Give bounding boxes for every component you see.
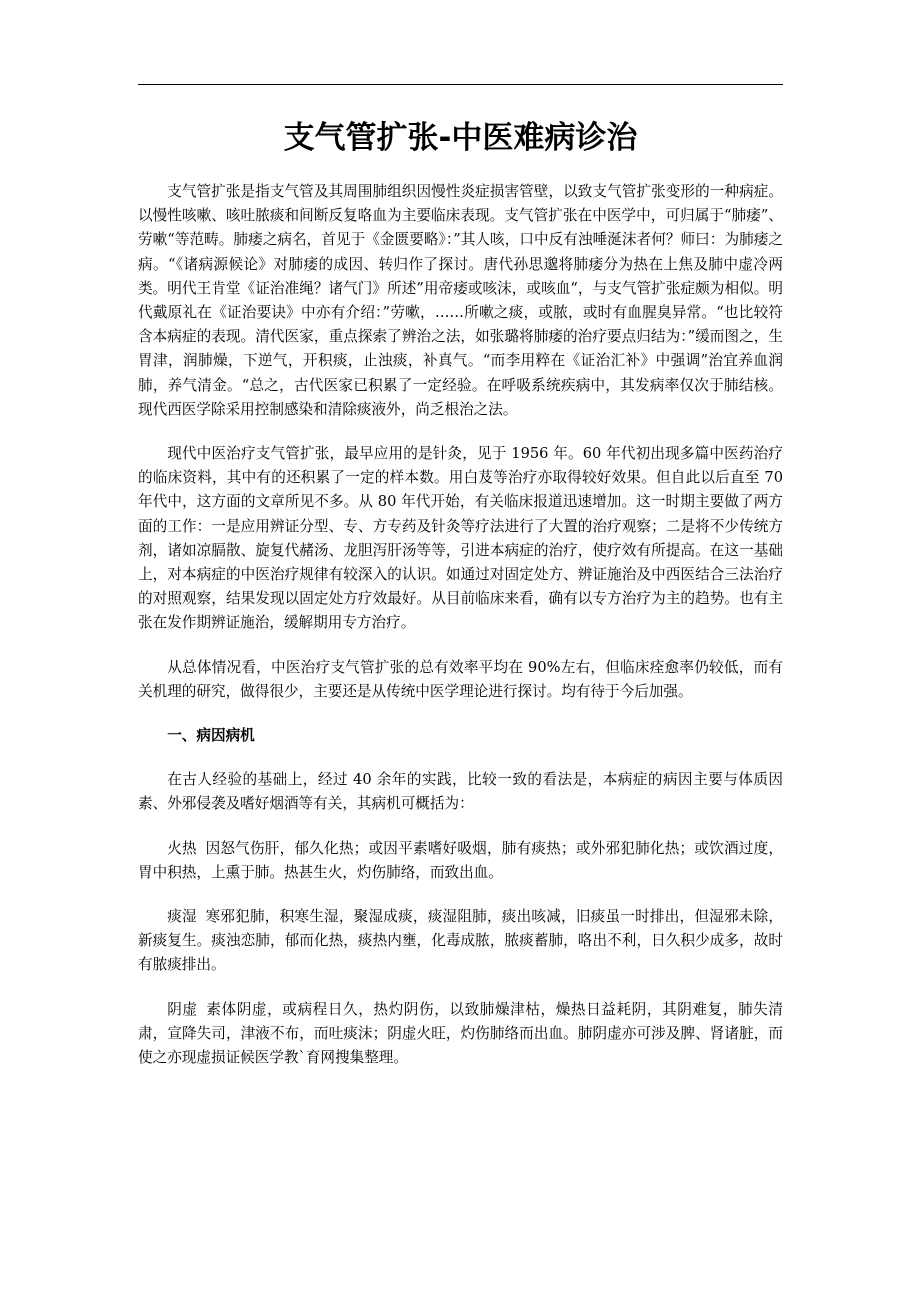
paragraph-efficacy: 从总体情况看，中医治疗支气管扩张的总有效率平均在 90%左右，但临床痊愈率仍较低，而有关机理的研究，做得很少，主要还是从传统中医学理论进行探讨。均有待于今后加强。: [138, 658, 783, 700]
item-text: 因怒气伤肝，郁久化热；或因平素嗜好吸烟，肺有痰热；或外邪犯肺化热；或饮酒过度，胃中积热，上熏于肺。热甚生火，灼伤肺络，而致出血。: [138, 839, 783, 881]
etiology-item-fire-heat: [138, 837, 783, 885]
item-text: 素体阴虚，或病程日久，热灼阴伤，以致肺燥津枯，燥热日益耗阴，其阴难复，肺失清肃，宣降失司，津液不布，而吐痰沫；阴虚火旺，灼伤肺络而出血。肺阴虚亦可涉及脾、肾诸脏，而使之亦现虚损证候医学教`育网搜集整理。: [138, 1000, 783, 1067]
item-text: 寒邪犯肺，积寒生湿，聚湿成痰，痰湿阻肺，痰出咳减，旧痰虽一时排出，但湿邪未除，新痰复生。痰浊恋肺，郁而化热，痰热内壅，化毒成脓，脓痰蓄肺，咯出不利，日久积少成多，故时有脓痰排出。: [138, 908, 783, 974]
paragraph-modern-treatment: 现代中医治疗支气管扩张，最早应用的是针灸，见于 1956 年。60 年代初出现多篇中医药治疗的临床资料，其中有的还积累了一定的样本数。用白芨等治疗亦取得较好效果。但自此以后直至 70 年代中，这方面的文章所见不多。从 80 年代开始，有关临床报道迅速增加。这一时期主要做了两方面的工作：一是应用辨证分型、专、方专药及针灸等疗法进行了大置的治疗观察；二是将不少传统方剂，诸如凉膈散、旋复代赭汤、龙胆泻肝汤等等，引进本病症的治疗，使疗效有所提高。在这一基础上，对本病症的中医治疗规律有较深入的认识。如通过对固定处方、辨证施治及中西医结合三法治疗的对照观察，结果发现以固定处方疗效最好。从目前临床来看，确有以专方治疗为主的趋势。也有主张在发作期辨证施治，缓解期用专方治疗。: [138, 445, 783, 632]
document-title: 支气管扩张-中医难病诊治: [283, 120, 638, 156]
document-body: [138, 180, 783, 1090]
section-intro: 在古人经验的基础上，经过 40 余年的实践，比较一致的看法是，本病症的病因主要与体质因素、外邪侵袭及嗜好烟酒等有关，其病机可概括为：: [138, 771, 783, 813]
header-rule: [138, 84, 783, 85]
etiology-item-phlegm-damp: [138, 905, 783, 978]
paragraph-intro: 支气管扩张是指支气管及其周围肺组织因慢性炎症损害管壁，以致支气管扩张变形的一种病症。以慢性咳嗽、咳吐脓痰和间断反复咯血为主要临床表现。支气管扩张在中医学中，可归属于“肺痿”、劳嗽“等范畴。肺痿之病名，首见于《金匮要略》：”其人咳，口中反有浊唾涎沫者何？师曰：为肺痿之病。“《诸病源候论》对肺痿的成因、转归作了探讨。唐代孙思邈将肺痿分为热在上焦及肺中虚冷两类。明代王肯堂《证治准绳？诸气门》所述”用帝痿或咳沫，或咳血“，与支气管扩张症颇为相似。明代戴原礼在《证治要诀》中亦有介绍：”劳嗽，……所嗽之痰，或脓，或时有血腥臭异常。“也比较符含本病症的表现。清代医家，重点探索了辨治之法，如张璐将肺痿的治疗要点归结为：”缓而图之，生胃津，润肺燥，下逆气，开积痰，止浊痰，补真气。“而李用粹在《证治汇补》中强调”治宜养血润肺，养气清金。“总之，古代医家已积累了一定经验。在呼吸系统疾病中，其发病率仅次于肺结核。现代西医学除采用控制感染和清除痰液外，尚乏根治之法。: [138, 183, 783, 418]
item-term: 阴虚: [167, 1000, 198, 1018]
section-heading: 一、病因病机: [167, 727, 255, 745]
item-term: 火热: [167, 839, 197, 857]
etiology-item-yin-deficiency: [138, 998, 783, 1071]
item-term: 痰湿: [167, 908, 197, 926]
